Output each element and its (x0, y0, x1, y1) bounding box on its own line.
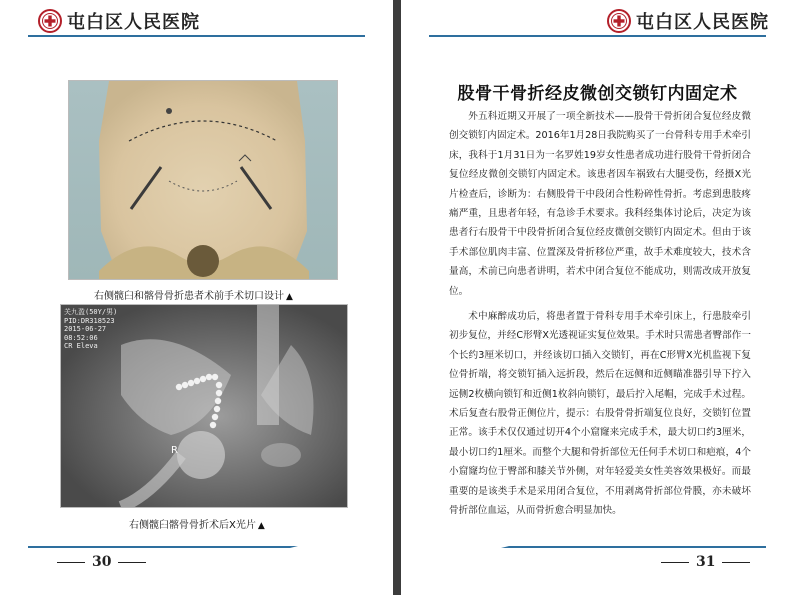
hospital-name: 屯白区人民医院 (67, 12, 200, 33)
xray-caption (129, 516, 265, 531)
hospital-emblem-icon (38, 9, 62, 33)
preop-caption-text: 右侧髋臼和髂骨骨折患者术前手术切口设计 (94, 291, 284, 302)
page-number-footer (57, 554, 146, 570)
xray-time: 08:52:06 (64, 333, 98, 342)
header (607, 8, 769, 34)
preop-incision-photo (68, 80, 338, 280)
left-page (0, 0, 393, 595)
up-arrow-icon: ▲ (257, 521, 265, 531)
xray-info-overlay (64, 308, 117, 351)
header-rule (28, 35, 365, 37)
up-arrow-icon: ▲ (286, 292, 293, 302)
footer-line-left (661, 562, 689, 563)
postop-xray-image (60, 304, 348, 508)
page-number-footer (661, 554, 750, 570)
xray-date: 2015-06-27 (64, 325, 107, 333)
hospital-emblem-icon (607, 9, 631, 33)
xray-patient: 关九盈(50Y/男) (64, 308, 118, 316)
hospital-name: 屯白区人民医院 (636, 12, 769, 33)
footer-line-left (57, 562, 85, 563)
xray-pid: PID:DR318523 (64, 316, 115, 325)
right-page (401, 0, 794, 595)
article-paragraph-1: 外五科近期又开展了一项全新技术——股骨干骨折闭合复位经皮微创交锁钉内固定术。2016年1月28日我院购买了一台骨科专用手术牵引床，我科于1月31日为一名罗姓19岁女性患者成功进行股骨干骨折闭合复位经皮微创交锁钉内固定术。该患者因车祸致右大腿受伤，经摄X光片检查后，诊断为：右侧股骨干中段闭合性粉碎性骨折。考虑到患肢疼痛严重，且患者年轻，有急诊手术要求。我科经集体讨论后，决定为该患者行右股骨干中段骨折闭合复位经皮微创交锁钉内固定术。但由于该手术部位肌肉丰富、位置深及骨折移位严重，故手术难度较大，技术含量高，术前已向患者讲明，若术中闭合复位不能成功，则需改成开放复位。 (449, 111, 751, 297)
footer-line-right (722, 562, 750, 563)
xray-device: CR Eleva (64, 342, 98, 350)
preop-photo-caption (94, 287, 293, 302)
article-paragraph-2: 术中麻醉成功后，将患者置于骨科专用手术牵引床上，行患肢牵引初步复位，并经C形臂X光透视证实复位效果。手术时只需患者臀部作一个长约3厘米切口，并经该切口插入交锁钉，再在C形臂X光机监视下复位骨折端，将交锁钉插入远折段，然后在远侧和近侧瞄准器引导下拧入远侧2枚横向锁钉和近侧1枚斜向锁钉，最后拧入尾帽，完成手术过程。术后复查右股骨正侧位片，提示：右股骨骨折端复位良好，交锁钉位置正常。该手术仅仅通过切开4个小窟窿来完成手术，最大切口约3厘米，最小切口约1厘米。而整个大腿和骨折部位无任何手术切口和疤痕，4个小窟窿均位于臀部和膝关节外侧，对年轻爱美女性美容效果极好。而最重要的是该类手术是采用闭合复位，不用剥离骨折部位骨膜，亦未破坏骨折部位血运，从而骨折愈合明显加快。 (449, 311, 751, 517)
header (38, 8, 200, 34)
footer-accent-bar (28, 546, 298, 554)
page-number: 31 (696, 554, 716, 570)
article-title: 股骨干骨折经皮微创交锁钉内固定术 (457, 84, 738, 104)
xray-side-marker: R (171, 445, 178, 456)
header-rule (429, 35, 766, 37)
footer-accent-bar (501, 546, 766, 554)
page-number: 30 (92, 554, 112, 570)
footer-line-right (118, 562, 146, 563)
preop-photo-image (69, 81, 337, 279)
xray-caption-text: 右侧髋臼髂骨骨折术后X光片 (129, 520, 256, 531)
